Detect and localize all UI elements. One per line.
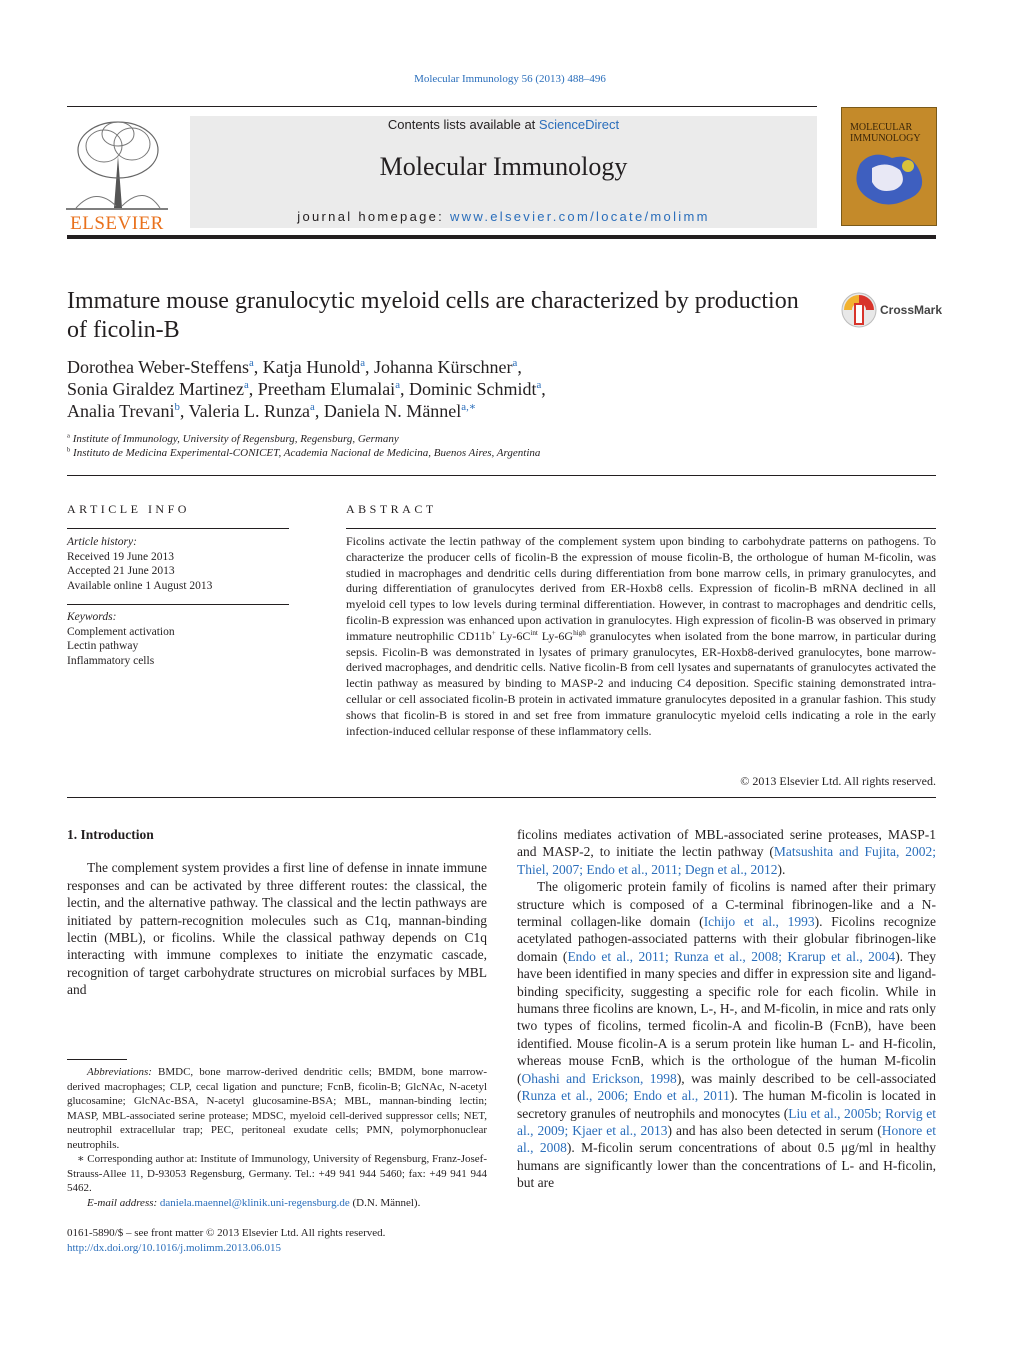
journal-name: Molecular Immunology <box>379 152 628 181</box>
author[interactable]: Daniela N. Männel$^{a,∗}$ <box>323 401 477 421</box>
footnote-rule <box>67 1059 127 1060</box>
info-rule <box>67 528 289 529</box>
affiliation-b: $^b$ Instituto de Medicina Experimental-CONICET, Academia Nacional de Medicina, Buenos Aires, Argentina <box>67 446 541 459</box>
author[interactable]: Analia Trevani$^b$ <box>67 401 180 421</box>
issn-block <box>67 1226 487 1256</box>
crossmark-badge[interactable] <box>840 291 943 329</box>
abstract-rule <box>346 528 936 529</box>
crossmark-label: CrossMark <box>880 303 943 317</box>
affiliations <box>67 432 867 460</box>
corresponding-footnote: ∗ Corresponding author at: Institute of Immunology, University of Regensburg, Franz-Josef-Strauss-Allee 11, D-93053 Regensburg, Germany. Tel.: +49 941 944 5460; fax: +49 941 944 5462. <box>67 1153 487 1194</box>
elsevier-wordmark: ELSEVIER <box>70 213 164 234</box>
section-heading: 1. Introduction <box>67 827 154 842</box>
contents-prefix: Contents lists available at <box>387 117 539 132</box>
citation-link[interactable]: Honore et al., 2008 <box>517 1122 937 1156</box>
crossmark-icon <box>840 291 878 329</box>
abstract-heading: ABSTRACT <box>346 502 437 516</box>
email-link[interactable]: daniela.maennel@klinik.uni-regensburg.de <box>159 1196 350 1209</box>
abbreviations-footnote: Abbreviations: BMDC, bone marrow-derived dendritic cells; BMDM, bone marrow-derived macrophages; CLP, cecal ligation and puncture; FcnB, ficolin-B; GlcNAc, N-acetyl glucosamine; GlcNAc-BSA, N-acetyl glucosamine-BSA; MBL, mannan-binding lectin; MASP, MBL-associated serine protease; MDSC, myeloid cell-derived suppressor cells; NET, neutrophil extracellular trap; PEC, peritoneal exudate cells; PMN, polymorphonuclear neutrophils. <box>67 1066 487 1151</box>
doi-link[interactable]: http://dx.doi.org/10.1016/j.molimm.2013.06.015 <box>67 1242 282 1254</box>
cover-title: MOLECULAR IMMUNOLOGY <box>850 122 921 144</box>
keywords-label: Keywords: <box>67 611 117 623</box>
journal-reference[interactable]: Molecular Immunology 56 (2013) 488–496 <box>414 73 606 85</box>
author[interactable]: Preetham Elumalai$^a$ <box>257 379 400 399</box>
homepage-line <box>190 209 817 224</box>
author[interactable]: Katja Hunold$^a$ <box>262 357 366 377</box>
paragraph: The complement system provides a first line of defense in innate immune responses and can be activated by three different routes: the classical, the lectin, and the alternative pathway. The classical and the lectin pathways are initiated by pattern-recognition molecules such as C1q, mannan-binding lectin (MBL), or ficolins. While the classical pathway depends on C1q interacting with immune complexes to initiate the enzymatic cascade, recognition of target carbohydrate structures on microbial surfaces by MBL and <box>67 860 487 998</box>
abstract-end-rule <box>67 797 936 798</box>
history-label: Article history: <box>67 536 137 548</box>
article-title: Immature mouse granulocytic myeloid cells are characterized by production of ficolin-B <box>67 288 799 343</box>
elsevier-tree-icon <box>66 116 168 212</box>
citation-link[interactable]: Ohashi and Erickson, 1998 <box>521 1070 677 1086</box>
contents-line <box>190 117 817 132</box>
paragraph: ficolins mediates activation of MBL-associated serine proteases, MASP-1 and MASP-2, to initiate the lectin pathway (Matsushita and Fujita, 2002; Thiel, 2007; Endo et al., 2011; Degn et al., 2012). <box>517 827 937 877</box>
cover-molecule-icon <box>842 144 936 214</box>
issn-line: 0161-5890/$ – see front matter © 2013 Elsevier Ltd. All rights reserved. <box>67 1227 386 1239</box>
author[interactable]: Valeria L. Runza$^a$ <box>188 401 315 421</box>
citation-link[interactable]: Endo et al., 2011; Runza et al., 2008; Krarup et al., 2004 <box>567 948 896 964</box>
author[interactable]: Sonia Giraldez Martinez$^a$ <box>67 379 249 399</box>
footnotes <box>67 1065 487 1210</box>
citation-link[interactable]: Runza et al., 2006; Endo et al., 2011 <box>521 1088 730 1104</box>
keywords <box>67 610 289 668</box>
body-column-left <box>67 826 487 999</box>
journal-cover[interactable] <box>841 107 937 226</box>
homepage-link[interactable]: www.elsevier.com/locate/molimm <box>449 209 710 224</box>
elsevier-logo[interactable] <box>66 116 168 234</box>
author-list: Dorothea Weber-Steffens$^a$, Katja Hunold$^a$, Johanna Kürschner$^a$, Sonia Giraldez Martinez$^a$, Preetham Elumalai$^a$, Dominic Schmidt$^a$, Analia Trevani$^b$, Valeria L. Runza$^a$, Daniela N. Männel$^{a,∗}$ <box>67 357 546 421</box>
paragraph: The oligomeric protein family of ficolins is named after their primary structure which is composed of a C-terminal fibrinogen-like and a N-terminal collagen-like domain (Ichijo et al., 1993). Ficolins recognize acetylated pathogen-associated patterns with their globular fibrinogen-like domain (Endo et al., 2011; Runza et al., 2008; Krarup et al., 2004). They have been identified in many species and differ in expression site and ligand-binding specificity, suggesting a specific role for each ficolin. While in humans three ficolins are known, L-, H-, and M-ficolin, in mice and rats only two types of ficolins, termed ficolin-A and ficolin-B (FcnB), have been identified. Mouse ficolin-A is a serum protein like human L- and H-ficolin, whereas mouse FcnB, which is the orthologue of the human M-ficolin (Ohashi and Erickson, 1998), was mainly described to be cell-associated (Runza et al., 2006; Endo et al., 2011). The human M-ficolin is located in secretory granules of neutrophils and monocytes (Liu et al., 2005b; Rorvig et al., 2009; Kjaer et al., 2013) and has also been detected in serum (Honore et al., 2008). M-ficolin serum concentrations of about 0.5 μg/ml in healthy humans are significantly lower than the concentrations of L- and H-ficolin, but are <box>517 879 937 1191</box>
author[interactable]: Dominic Schmidt$^a$ <box>408 379 542 399</box>
homepage-prefix: journal homepage: <box>297 209 450 224</box>
article-info-heading: ARTICLE INFO <box>67 502 190 516</box>
keyword: Complement activation <box>67 625 175 638</box>
citation-link[interactable]: Ichijo et al., 1993 <box>703 914 815 930</box>
body-column-right <box>517 826 936 1192</box>
top-rule <box>67 106 817 107</box>
author[interactable]: Dorothea Weber-Steffens$^a$ <box>67 357 254 377</box>
history-received: Received 19 June 2013 <box>67 550 174 563</box>
sciencedirect-link[interactable]: ScienceDirect <box>538 117 620 132</box>
affiliation-rule <box>67 475 936 476</box>
history-accepted: Accepted 21 June 2013 <box>67 565 175 577</box>
citation-link[interactable]: Liu et al., 2005b; Rorvig et al., 2009; Kjaer et al., 2013 <box>517 1105 937 1138</box>
header-thick-rule <box>67 235 936 239</box>
affiliation-a: $^a$ Institute of Immunology, University of Regensburg, Regensburg, Germany <box>67 432 399 445</box>
keyword: Lectin pathway <box>67 640 139 652</box>
history-online: Available online 1 August 2013 <box>67 579 213 592</box>
info-rule <box>67 604 289 605</box>
citation-link[interactable]: Matsushita and Fujita, 2002; Thiel, 2007; Endo et al., 2011; Degn et al., 2012 <box>517 844 937 877</box>
abstract-text: Ficolins activate the lectin pathway of the complement system upon binding to carbohydrate patterns on pathogens. To characterize the producer cells of ficolin-B the expression of mouse ficolin-B, the orthologue of human M-ficolin, was studied in macrophages and dendritic cells during differentiation from bone marrow cells, in primary granulocytes, and during differentiation of granulocytes derived from ER-Hoxb8 cells. Expression of ficolin-B mRNA declined in all myeloid cell types to low levels during terminal differentiation. However, in contrast to macrophages and dendritic cells, ficolin-B expression was enhanced upon activation in granulocytes. High expression of ficolin-B was observed in primary immature neutrophilic CD11b+ $Ly-6C^{int}$ $Ly-6G^{high}$ granulocytes when isolated from the bone marrow, in particular during sepsis. Ficolin-B was demonstrated in lysates of primary granulocytes, ER-Hoxb8-derived granulocytes, bone marrow-derived macrophages, and dendritic cells. Native ficolin-B from cell lysates and supernatants of granulocytes activated the lectin pathway as measured by binding to MASP-2 and inducing C4 deposition. Specific staining demonstrated intra-cellular or cell associated ficolin-B protein in activated immature granulocytes deposited in a granular fashion. This study shows that ficolin-B is stored in and set free from immature granulocytic myeloid cells indicating a role in the early infection-induced cellular response of these inflammatory cells. <box>346 534 936 738</box>
email-footnote: E-mail address: daniela.maennel@klinik.uni-regensburg.de (D.N. Männel). <box>87 1196 421 1209</box>
article-history <box>67 535 289 593</box>
author[interactable]: Johanna Kürschner$^a$ <box>374 357 518 377</box>
keyword: Inflammatory cells <box>67 654 155 667</box>
copyright: © 2013 Elsevier Ltd. All rights reserved. <box>740 774 936 788</box>
